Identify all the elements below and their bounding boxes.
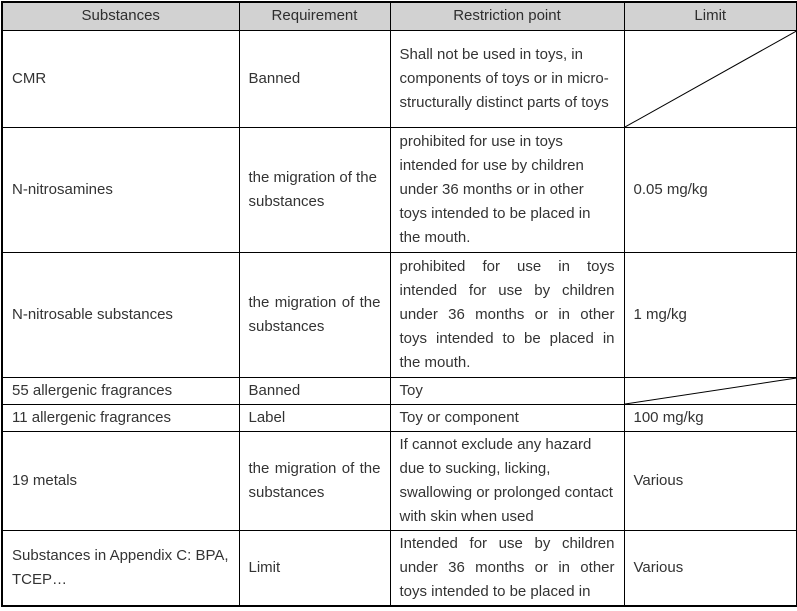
- cell-limit: 0.05 mg/kg: [624, 127, 797, 252]
- header-substances: Substances: [2, 2, 239, 30]
- cell-restriction: Shall not be used in toys, in components of toys or in micro-structurally distinct parts of toys: [390, 30, 624, 127]
- diagonal-slash-line: [625, 378, 797, 404]
- cell-restriction: Toy: [390, 377, 624, 404]
- cell-restriction: If cannot exclude any hazard due to sucking, licking, swallowing or prolonged contact with skin when used: [390, 431, 624, 530]
- table-row-cmr: [2, 30, 797, 127]
- cell-limit: 1 mg/kg: [624, 252, 797, 377]
- cell-substance: 11 allergenic fragrances: [2, 404, 239, 431]
- cell-substance: Substances in Appendix C: BPA, TCEP…: [2, 530, 239, 606]
- cell-restriction: prohibited for use in toys intended for use by children under 36 months or in other toys intended to be placed in the mouth.: [390, 252, 624, 377]
- header-limit: Limit: [624, 2, 797, 30]
- table-row-19-metals: [2, 431, 797, 530]
- table-row-n-nitrosable-substances: [2, 252, 797, 377]
- cell-substance: CMR: [2, 30, 239, 127]
- cell-substance: 19 metals: [2, 431, 239, 530]
- table-header-row: [2, 2, 797, 30]
- cell-requirement: Banned: [239, 30, 390, 127]
- cell-requirement: Label: [239, 404, 390, 431]
- diagonal-slash-line: [625, 31, 797, 127]
- cell-requirement: the migration of the substances: [239, 252, 390, 377]
- cell-limit: 100 mg/kg: [624, 404, 797, 431]
- cell-restriction: prohibited for use in toys intended for use by children under 36 months or in other toys intended to be placed in the mouth.: [390, 127, 624, 252]
- table-row-appendix-c-substances: [2, 530, 797, 606]
- substances-restrictions-table: [1, 1, 797, 607]
- table-row-55-allergenic-fragrances: [2, 377, 797, 404]
- header-restriction-point: Restriction point: [390, 2, 624, 30]
- table-row-11-allergenic-fragrances: [2, 404, 797, 431]
- header-requirement: Requirement: [239, 2, 390, 30]
- cell-substance: N-nitrosable substances: [2, 252, 239, 377]
- cell-requirement: the migration of the substances: [239, 431, 390, 530]
- cell-limit: Various: [624, 431, 797, 530]
- cell-substance: 55 allergenic fragrances: [2, 377, 239, 404]
- cell-limit-not-applicable: [624, 377, 797, 404]
- cell-requirement: Banned: [239, 377, 390, 404]
- cell-restriction: Toy or component: [390, 404, 624, 431]
- cell-restriction: Intended for use by children under 36 months or in other toys intended to be placed in: [390, 530, 624, 606]
- table-row-n-nitrosamines: [2, 127, 797, 252]
- cell-requirement: the migration of the substances: [239, 127, 390, 252]
- cell-limit-not-applicable: [624, 30, 797, 127]
- cell-requirement: Limit: [239, 530, 390, 606]
- cell-limit: Various: [624, 530, 797, 606]
- cell-substance: N-nitrosamines: [2, 127, 239, 252]
